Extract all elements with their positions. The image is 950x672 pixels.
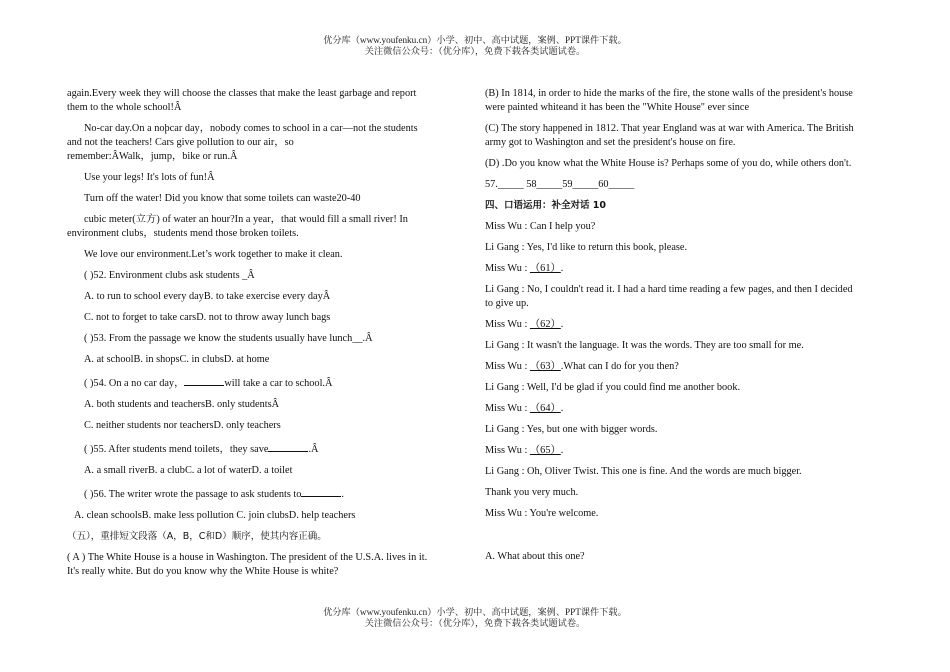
question-54-options-cd: C. neither students nor teachersD. only teachers — [84, 420, 281, 431]
left-column — [67, 87, 453, 579]
dialog-tail: . — [560, 263, 564, 274]
dialog-line-64 — [485, 402, 885, 416]
q56-text-end: . — [341, 489, 344, 500]
dialog-line-12: Li Gang : Oh, Oliver Twist. This one is fine. And the words are much bigger. — [485, 466, 802, 477]
q55-text-end: .Â — [308, 444, 319, 455]
paragraph-a-line2: It's really white. But do you know why the White House is white? — [67, 566, 339, 577]
header-line-1: 优分库（www.youfenku.cn）小学、初中、高中试题，案例、PPT课件下载。 — [323, 35, 627, 45]
blank-61[interactable]: （61） — [529, 263, 561, 274]
dialog-line-8: Li Gang : Well, I'd be glad if you could find me another book. — [485, 382, 741, 393]
speaker-label: Miss Wu : — [485, 361, 530, 372]
footer-line-1: 优分库（www.youfenku.cn）小学、初中、高中试题，案例、PPT课件下载。 — [323, 607, 627, 617]
question-54-options-ab: A. both students and teachersB. only studentsÂ — [84, 399, 280, 410]
question-52: ( )52. Environment clubs ask students _Â — [84, 270, 255, 281]
para-2c: remember:ÂWalk，jump，bike or run.Â — [67, 151, 238, 162]
dialog-line-1: Miss Wu : Can I help you? — [485, 221, 596, 232]
dialog-line-65 — [485, 444, 885, 458]
para-5a: cubic meter(立方) of water an hour?In a year，that would fill a small river! In — [84, 214, 408, 225]
footer-line-2: 关注微信公众号：（优分库），免费下载各类试题试卷。 — [364, 618, 586, 628]
question-55-options: A. a small riverB. a clubC. a lot of waterD. a toilet — [84, 465, 293, 476]
paragraph-c-line1: (C) The story happened in 1812. That year England was at war with America. The British — [485, 123, 854, 134]
dialog-tail: . — [560, 319, 564, 330]
para-4: Turn off the water! Did you know that some toilets can waste20-40 — [84, 193, 361, 204]
speaker-label: Miss Wu : — [485, 403, 530, 414]
para-5b: environment clubs，students mend those broken toilets. — [67, 228, 299, 239]
speaker-label: Miss Wu : — [485, 445, 530, 456]
question-53: ( )53. From the passage we know the students usually have lunch__.Â — [84, 333, 373, 344]
q56-text: ( )56. The writer wrote the passage to ask students to — [84, 489, 302, 500]
para-6: We love our environment.Let’s work together to make it clean. — [84, 249, 343, 260]
blank-62[interactable]: （62） — [529, 319, 561, 330]
question-55 — [67, 440, 453, 457]
dialog-tail: .What can I do for you then? — [560, 361, 679, 372]
para-2a: No-car day.On a noþcar day，nobody comes to school in a car—not the students — [84, 123, 418, 134]
dialog-tail: . — [560, 445, 564, 456]
blank-63[interactable]: （63） — [529, 361, 561, 372]
para-2b: and not the teachers! Cars give pollution to our air，so — [67, 137, 294, 148]
q54-blank[interactable] — [184, 374, 224, 386]
page-header — [0, 35, 950, 57]
dialog-line-14: Miss Wu : You're welcome. — [485, 508, 599, 519]
para-1a: again.Every week they will choose the classes that make the least garbage and report — [67, 88, 417, 99]
dialog-line-63 — [485, 360, 885, 374]
question-52-options-ab: A. to run to school every dayB. to take exercise every dayÂ — [84, 291, 331, 302]
q54-text-end: will take a car to school.Â — [224, 378, 333, 389]
question-54 — [67, 374, 453, 391]
paragraph-a-line1: ( A ) The White House is a house in Washington. The president of the U.S.A. lives in it. — [67, 552, 428, 563]
paragraph-b-line2: were painted whiteand it has been the "White House" ever since — [485, 102, 750, 113]
page-footer — [0, 607, 950, 629]
blank-65[interactable]: （65） — [529, 445, 561, 456]
dialog-line-6: Li Gang : It wasn't the language. It was the words. They are too small for me. — [485, 340, 804, 351]
dialog-line-10: Li Gang : Yes, but one with bigger words. — [485, 424, 658, 435]
q55-text: ( )55. After students mend toilets，they save — [84, 444, 269, 455]
paragraph-d: (D) .Do you know what the White House is? Perhaps some of you do, while others don't. — [485, 158, 852, 169]
para-3: Use your legs! It's lots of fun!Â — [84, 172, 215, 183]
speaker-label: Miss Wu : — [485, 319, 530, 330]
section-4-heading: 四、口语运用：补全对话 10 — [485, 200, 607, 211]
order-answer-blanks[interactable]: 57._____ 58_____59_____60_____ — [485, 179, 635, 190]
para-1b: them to the whole school!Â — [67, 102, 182, 113]
dialog-line-4a: Li Gang : No, I couldn't read it. I had a hard time reading a few pages, and then I decided — [485, 284, 853, 295]
answer-option-a: A. What about this one? — [485, 551, 585, 562]
header-line-2: 关注微信公众号：（优分库），免费下载各类试题试卷。 — [364, 46, 586, 56]
paragraph-c-line2: army got to Washington and set the president's house on fire. — [485, 137, 736, 148]
question-56-options: A. clean schoolsB. make less pollution C. join clubsD. help teachers — [74, 510, 356, 521]
question-53-options: A. at schoolB. in shopsC. in clubsD. at home — [84, 354, 270, 365]
right-column — [485, 87, 885, 564]
q56-blank[interactable] — [301, 485, 341, 497]
q54-text: ( )54. On a no car day， — [84, 378, 185, 389]
dialog-tail: . — [560, 403, 564, 414]
blank-64[interactable]: （64） — [529, 403, 561, 414]
question-52-options-cd: C. not to forget to take carsD. not to throw away lunch bags — [84, 312, 331, 323]
q55-blank[interactable] — [268, 440, 308, 452]
dialog-line-2: Li Gang : Yes, I'd like to return this book, please. — [485, 242, 688, 253]
dialog-line-4b: to give up. — [485, 298, 529, 309]
dialog-line-61 — [485, 262, 885, 276]
speaker-label: Miss Wu : — [485, 263, 530, 274]
question-56 — [67, 485, 453, 502]
section-5-heading: （五），重排短文段落（A，B，C和D）顺序，使其内容正确。 — [67, 531, 327, 542]
dialog-line-13: Thank you very much. — [485, 487, 579, 498]
dialog-line-62 — [485, 318, 885, 332]
paragraph-b-line1: (B) In 1814, in order to hide the marks of the fire, the stone walls of the president's house — [485, 88, 853, 99]
